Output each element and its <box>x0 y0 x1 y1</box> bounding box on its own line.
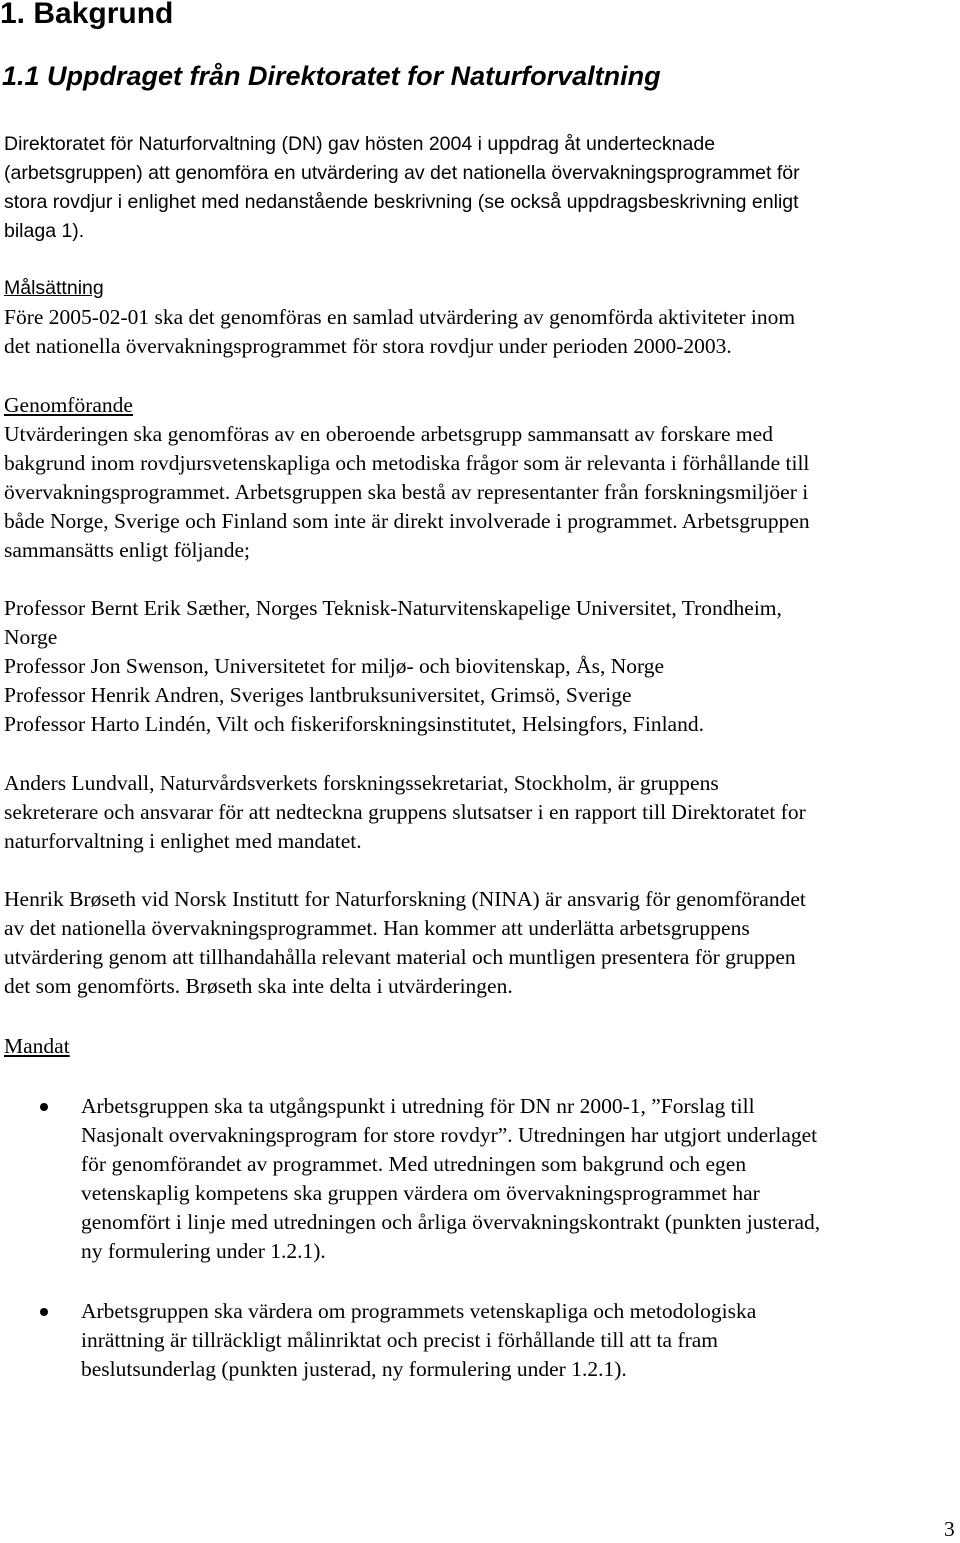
malsattning-line: det nationella övervakningsprogrammet för stora rovdjur under perioden 2000-2003. <box>4 334 732 358</box>
genomforande-heading: Genomförande <box>4 393 133 417</box>
mandat-heading: Mandat <box>4 1034 70 1058</box>
list-item-text <box>81 1297 756 1384</box>
intro-paragraph <box>4 130 800 246</box>
bullet-line: vetenskaplig kompetens ska gruppen värdera om övervakningsprogrammet har <box>81 1181 760 1205</box>
bullet-line: beslutsunderlag (punkten justerad, ny formulering under 1.2.1). <box>81 1357 627 1381</box>
bullet-line: genomfört i linje med utredningen och årliga övervakningskontrakt (punkten justerad, <box>81 1210 821 1234</box>
bullet-line: för genomförandet av programmet. Med utredningen som bakgrund och egen <box>81 1152 747 1176</box>
member-line: Professor Jon Swenson, Universitetet for miljø- och biovitenskap, Ås, Norge <box>4 654 665 678</box>
nina-line: utvärdering genom att tillhandahålla relevant material och muntligen presentera för gruppen <box>4 945 796 969</box>
malsattning-paragraph <box>4 303 795 361</box>
intro-line: stora rovdjur i enlighet med nedanstående beskrivning (se också uppdragsbeskrivning enligt <box>4 191 799 213</box>
genomforande-line: bakgrund inom rovdjursvetenskapliga och metodiska frågor som är relevanta i förhållande till <box>4 451 810 475</box>
nina-line: det som genomförts. Brøseth ska inte delta i utvärderingen. <box>4 974 513 998</box>
secretary-line: naturforvaltning i enlighet med mandatet. <box>4 829 362 853</box>
genomforande-line: övervakningsprogrammet. Arbetsgruppen ska bestå av representanter från forskningsmiljöer i <box>4 480 809 504</box>
bullet-line: Arbetsgruppen ska värdera om programmets vetenskapliga och metodologiska <box>81 1299 757 1323</box>
nina-line: av det nationella övervakningsprogrammet. Han kommer att underlätta arbetsgruppens <box>4 916 750 940</box>
secretary-line: Anders Lundvall, Naturvårdsverkets forskningssekretariat, Stockholm, är gruppens <box>4 771 719 795</box>
genomforande-paragraph <box>4 391 810 565</box>
member-line: Norge <box>4 625 58 649</box>
genomforande-line: Utvärderingen ska genomföras av en oberoende arbetsgrupp sammansatt av forskare med <box>4 422 773 446</box>
bullet-line: Arbetsgruppen ska ta utgångspunkt i utredning för DN nr 2000-1, ”Forslag till <box>81 1094 755 1118</box>
bullet-line: inrättning är tillräckligt målinriktat och precist i förhållande till att ta fram <box>81 1328 719 1352</box>
nina-paragraph <box>4 885 806 1001</box>
member-line: Professor Harto Lindén, Vilt och fiskeriforskningsinstitutet, Helsingfors, Finland. <box>4 712 704 736</box>
malsattning-heading-block <box>4 274 104 303</box>
malsattning-line: Före 2005-02-01 ska det genomföras en samlad utvärdering av genomförda aktiviteter inom <box>4 305 796 329</box>
list-item-text <box>81 1092 820 1266</box>
malsattning-heading: Målsättning <box>4 277 104 299</box>
intro-line: (arbetsgruppen) att genomföra en utvärdering av det nationella övervakningsprogrammet för <box>4 162 800 184</box>
heading-uppdraget: 1.1 Uppdraget från Direktoratet for Naturforvaltning <box>2 61 661 91</box>
bullet-line: Nasjonalt overvakningsprogram for store rovdyr”. Utredningen har utgjort underlaget <box>81 1123 818 1147</box>
bullet-icon <box>40 1308 48 1316</box>
member-line: Professor Henrik Andren, Sveriges lantbruksuniversitet, Grimsö, Sverige <box>4 683 632 707</box>
heading-bakgrund: 1. Bakgrund <box>0 0 174 30</box>
secretary-paragraph <box>4 769 806 856</box>
members-list <box>4 594 782 739</box>
secretary-line: sekreterare och ansvarar för att nedteckna gruppens slutsatser i en rapport till Direktoratet for <box>4 800 806 824</box>
intro-line: Direktoratet för Naturforvaltning (DN) gav hösten 2004 i uppdrag åt undertecknade <box>4 133 716 155</box>
page-number: 3 <box>944 1517 955 1541</box>
nina-line: Henrik Brøseth vid Norsk Institutt for Naturforskning (NINA) är ansvarig för genomförandet <box>4 887 806 911</box>
bullet-icon <box>40 1103 48 1111</box>
genomforande-line: både Norge, Sverige och Finland som inte är direkt involverade i programmet. Arbetsgruppen <box>4 509 810 533</box>
member-line: Professor Bernt Erik Sæther, Norges Teknisk-Naturvitenskapelige Universitet, Trondheim, <box>4 596 782 620</box>
genomforande-line: sammansätts enligt följande; <box>4 538 251 562</box>
intro-line: bilaga 1). <box>4 220 85 242</box>
bullet-line: ny formulering under 1.2.1). <box>81 1239 326 1263</box>
mandat-heading-block <box>4 1032 70 1061</box>
